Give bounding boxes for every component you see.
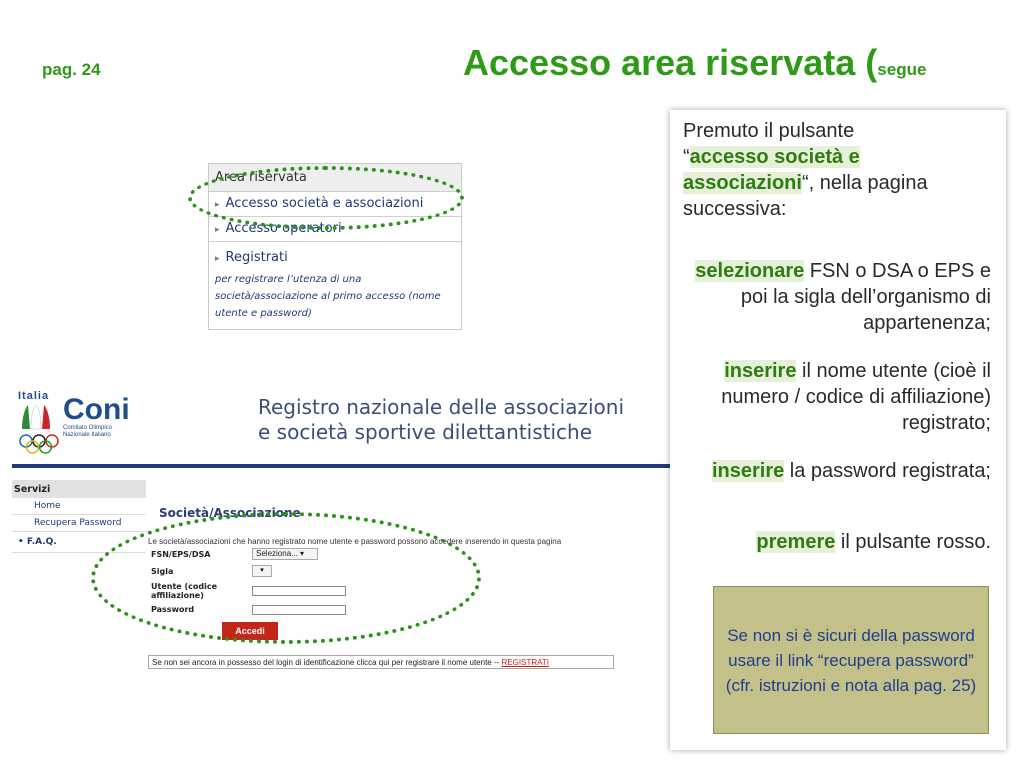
password-label: Password [151,605,195,614]
nav-item-label: F.A.Q. [26,537,57,547]
chevron-down-icon: ▾ [260,567,264,574]
nav-item-home[interactable]: Home [12,498,146,515]
fsn-label: FSN/EPS/DSA [151,550,211,559]
logo-italia-text: Italia [18,390,50,402]
sigla-label: Sigla [151,567,174,576]
step-text: FSN o DSA o EPS e poi la sigla dell’organismo di appartenenza; [740,260,991,334]
register-note-line: società/associazione al primo accesso (nome [215,291,441,302]
registration-note [148,655,614,669]
slide-title [463,42,926,84]
registrati-link[interactable]: REGISTRATI [501,658,549,667]
fsn-select-value: Seleziona... [256,549,298,558]
header-divider [12,464,672,468]
step-verb: selezionare [695,260,805,282]
chevron-right-icon: ▸ [215,225,220,235]
intro-quote-open: “ [683,146,690,168]
site-title [258,395,624,445]
intro-text: Premuto il pulsante [683,120,855,142]
step-submit [691,529,991,555]
chevron-down-icon: ▾ [300,549,305,558]
menu-item-registrati[interactable] [209,242,461,271]
nav-item-faq[interactable]: • F.A.Q. [12,532,146,553]
form-description: Le società/associazioni che hanno registrato nome utente e password possono accedere inserendo in questa pagina [148,537,562,546]
step-verb: inserire [724,360,797,382]
intro-button-name: accesso società e associazioni [683,146,860,194]
utente-label-line: affiliazione) [151,591,204,600]
logo-coni-text: Coni [63,393,130,426]
site-title-line: e società sportive dilettantistiche [258,420,593,444]
logo-subtitle-line: Comitato Olimpico [63,425,113,431]
coni-flame-icon [18,403,54,431]
step-text: il nome utente (cioè il numero / codice di affiliazione) registrato; [721,360,991,434]
olympic-rings-icon [18,433,60,455]
step-verb: inserire [711,460,785,482]
nav-header: Servizi [12,480,146,498]
instructions-intro [683,118,993,222]
chevron-right-icon: ▸ [215,200,220,210]
site-title-line: Registro nazionale delle associazioni [258,395,625,419]
accedi-button[interactable]: Accedi [222,622,278,640]
page-number: pag. 24 [42,60,101,79]
menu-header: Area riservata [209,164,461,192]
title-suffix: segue [877,60,927,79]
menu-item-label: Registrati [225,250,288,265]
menu-item-label: Accesso società e associazioni [225,196,424,211]
utente-label-line: Utente (codice [151,582,218,591]
register-note-line: utente e password) [215,308,312,319]
registration-note-text: Se non sei ancora in possesso del login di identificazione clicca qui per registrare il nome utente -- [152,658,500,667]
logo-subtitle [63,425,112,439]
step-text: il pulsante rosso. [835,531,991,553]
step-select [691,258,991,336]
highlight-oval [188,166,464,230]
register-note-line: per registrare l’utenza di una [215,274,362,285]
step-text: la password registrata; [784,460,991,482]
step-verb: premere [756,531,836,553]
intro-text-end: “, nella pagina successiva: [683,172,928,220]
step-password [691,458,991,484]
chevron-right-icon: ▸ [215,254,220,264]
form-title: Società/Associazione [159,506,301,520]
step-username [691,358,991,436]
title-main: Accesso area riservata ( [463,42,878,83]
logo-subtitle-line: Nazionale Italiano [63,432,111,438]
nav-item-recupera-password[interactable]: Recupera Password [12,515,146,532]
highlight-oval [91,512,481,644]
menu-item-label: Accesso operatori [225,221,342,236]
callout-text: Se non si è sicuri della password usare il link “recupera password” (cfr. istruzioni e nota alla pag. 25) [725,625,977,695]
password-tip-callout [713,586,989,734]
